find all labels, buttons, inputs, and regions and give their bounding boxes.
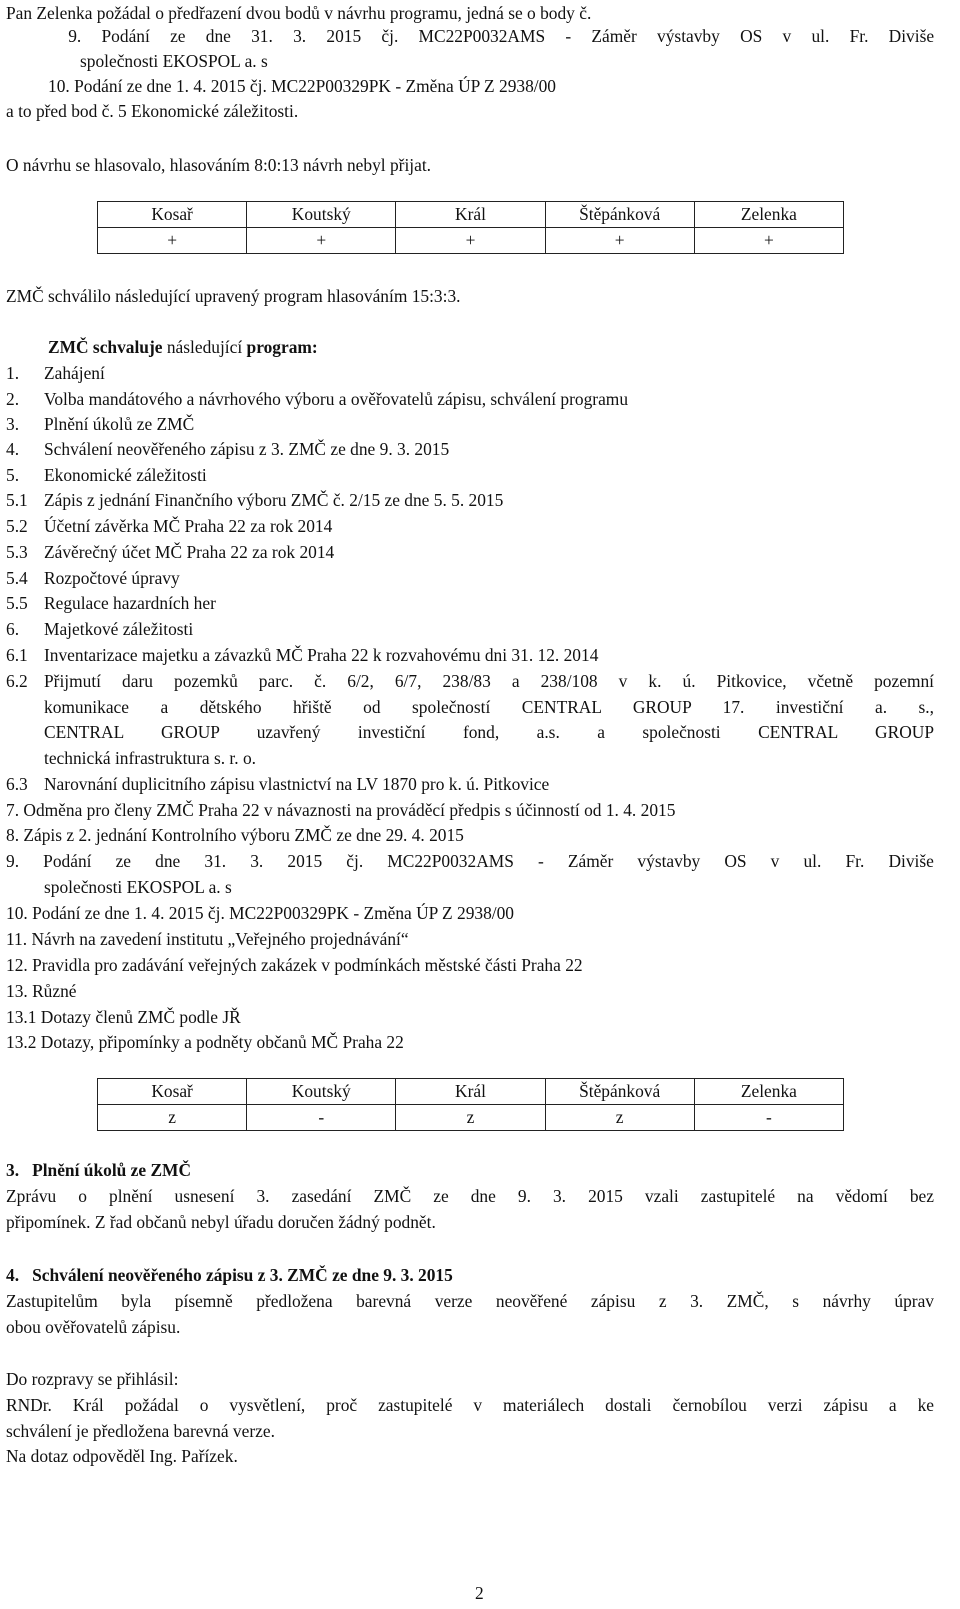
intro-request: Pan Zelenka požádal o předřazení dvou bodů v návrhu programu, jedná se o body č.: [6, 3, 592, 23]
program-item9-line: 9. Podání ze dne 31. 3. 2015 čj. MC22P0032AMS - Záměr výstavby OS v ul. Fr. Diviše: [6, 851, 934, 871]
program-item10: 10. Podání ze dne 1. 4. 2015 čj. MC22P00329PK - Změna ÚP Z 2938/00: [6, 903, 514, 923]
program-item62-l2: komunikace a dětského hřiště od společností CENTRAL GROUP 17. investiční a. s.,: [44, 697, 934, 717]
vote-name: Kosař: [98, 202, 247, 228]
program-item62-l4: technická infrastruktura s. r. o.: [44, 748, 256, 768]
program-item13: 13. Různé: [6, 981, 77, 1001]
approved-text: ZMČ schválilo následující upravený program hlasováním 15:3:3.: [6, 286, 461, 306]
debate-text-l2: schválení je předložena barevná verze.: [6, 1421, 275, 1441]
vote-value: +: [545, 228, 694, 254]
program-item132: 13.2 Dotazy, připomínky a podněty občanů MČ Praha 22: [6, 1032, 404, 1052]
vote-value: z: [396, 1105, 545, 1131]
vote-value: -: [247, 1105, 396, 1131]
intro-item9-num: 9.: [68, 26, 82, 46]
program-item: 5.5 Regulace hazardních her: [6, 593, 216, 613]
vote-name: Král: [396, 1079, 545, 1105]
program-item7: 7. Odměna pro členy ZMČ Praha 22 v návaznosti na prováděcí předpis s účinností od 1. 4. 2015: [6, 800, 676, 820]
program-item: 5. Ekonomické záležitosti: [6, 465, 207, 485]
vote-value: z: [98, 1105, 247, 1131]
section-3-heading: 3. Plnění úkolů ze ZMČ: [6, 1160, 192, 1180]
vote-name: Král: [396, 202, 545, 228]
vote-name: Kosař: [98, 1079, 247, 1105]
vote-name: Koutský: [247, 1079, 396, 1105]
program-item: 5.3 Závěrečný účet MČ Praha 22 za rok 2014: [6, 542, 335, 562]
vote-name: Štěpánková: [545, 202, 694, 228]
program-item: 1. Zahájení: [6, 363, 105, 383]
program-item62-num: 6.2: [6, 671, 28, 691]
vote-table-2-values: [98, 1105, 844, 1131]
section-4-heading: 4. Schválení neověřeného zápisu z 3. ZMČ ze dne 9. 3. 2015: [6, 1265, 453, 1285]
debate-label: Do rozpravy se přihlásil:: [6, 1369, 179, 1389]
program-item131: 13.1 Dotazy členů ZMČ podle JŘ: [6, 1007, 241, 1027]
program-item62-l1: Přijmutí daru pozemků parc. č. 6/2, 6/7, 238/83 a 238/108 v k. ú. Pitkovice, včetně pozemní: [44, 671, 934, 691]
program-item: 2. Volba mandátového a návrhového výboru a ověřovatelů zápisu, schválení programu: [6, 389, 629, 409]
program-item: 6.1 Inventarizace majetku a závazků MČ Praha 22 k rozvahovému dni 31. 12. 2014: [6, 645, 599, 665]
vote-value: +: [694, 228, 843, 254]
program-item: 5.2 Účetní závěrka MČ Praha 22 za rok 2014: [6, 516, 333, 536]
program-item8: 8. Zápis z 2. jednání Kontrolního výboru ZMČ ze dne 29. 4. 2015: [6, 825, 464, 845]
section-4-text-l1: Zastupitelům byla písemně předložena barevná verze neověřené zápisu z 3. ZMČ, s návrhy úprav: [6, 1291, 934, 1311]
program-item11: 11. Návrh na zavedení institutu „Veřejného projednávání“: [6, 929, 409, 949]
intro-item9-cont: společnosti EKOSPOL a. s: [80, 51, 268, 71]
vote-value: +: [247, 228, 396, 254]
program-heading: ZMČ schvaluje následující program:: [48, 337, 318, 357]
vote-name: Zelenka: [694, 1079, 843, 1105]
vote-table-1: [97, 201, 844, 254]
program-item: 5.1 Zápis z jednání Finančního výboru ZMČ č. 2/15 ze dne 5. 5. 2015: [6, 490, 504, 510]
vote-table-1-names: [98, 202, 844, 228]
intro-item10: 10. Podání ze dne 1. 4. 2015 čj. MC22P00329PK - Změna ÚP Z 2938/00: [48, 76, 556, 96]
intro-before: a to před bod č. 5 Ekonomické záležitosti.: [6, 101, 299, 121]
vote-value: z: [545, 1105, 694, 1131]
vote-name: Zelenka: [694, 202, 843, 228]
intro-result: O návrhu se hlasovalo, hlasováním 8:0:13 návrh nebyl přijat.: [6, 155, 432, 175]
program-item: 6. Majetkové záležitosti: [6, 619, 194, 639]
vote-value: -: [694, 1105, 843, 1131]
section-4-text-l2: obou ověřovatelů zápisu.: [6, 1317, 181, 1337]
section-3-text-l1: Zprávu o plnění usnesení 3. zasedání ZMČ ze dne 9. 3. 2015 vzali zastupitelé na vědomí bez: [6, 1186, 934, 1206]
program-item: 3. Plnění úkolů ze ZMČ: [6, 414, 195, 434]
page-number: 2: [475, 1583, 484, 1603]
vote-table-2: [97, 1078, 844, 1131]
program-item9-cont: společnosti EKOSPOL a. s: [44, 877, 232, 897]
vote-table-2-names: [98, 1079, 844, 1105]
debate-text-l1: RNDr. Král požádal o vysvětlení, proč zastupitelé v materiálech dostali černobílou verzi zápisu a ke: [6, 1395, 934, 1415]
vote-name: Štěpánková: [545, 1079, 694, 1105]
program-item: 5.4 Rozpočtové úpravy: [6, 568, 180, 588]
vote-value: +: [98, 228, 247, 254]
program-item: 6.3 Narovnání duplicitního zápisu vlastnictví na LV 1870 pro k. ú. Pitkovice: [6, 774, 550, 794]
program-item12: 12. Pravidla pro zadávání veřejných zakázek v podmínkách městské části Praha 22: [6, 955, 583, 975]
intro-item9-line: 9. Podání ze dne 31. 3. 2015 čj. MC22P0032AMS - Záměr výstavby OS v ul. Fr. Diviše: [68, 26, 935, 46]
program-item: 4. Schválení neověřeného zápisu z 3. ZMČ ze dne 9. 3. 2015: [6, 439, 450, 459]
section-3-text-l2: připomínek. Z řad občanů nebyl úřadu doručen žádný podnět.: [6, 1212, 436, 1232]
vote-name: Koutský: [247, 202, 396, 228]
debate-text-l3: Na dotaz odpověděl Ing. Pařízek.: [6, 1446, 238, 1466]
vote-value: +: [396, 228, 545, 254]
program-item62-l3: CENTRAL GROUP uzavřený investiční fond, a.s. a společnosti CENTRAL GROUP: [44, 722, 934, 742]
vote-table-1-values: [98, 228, 844, 254]
